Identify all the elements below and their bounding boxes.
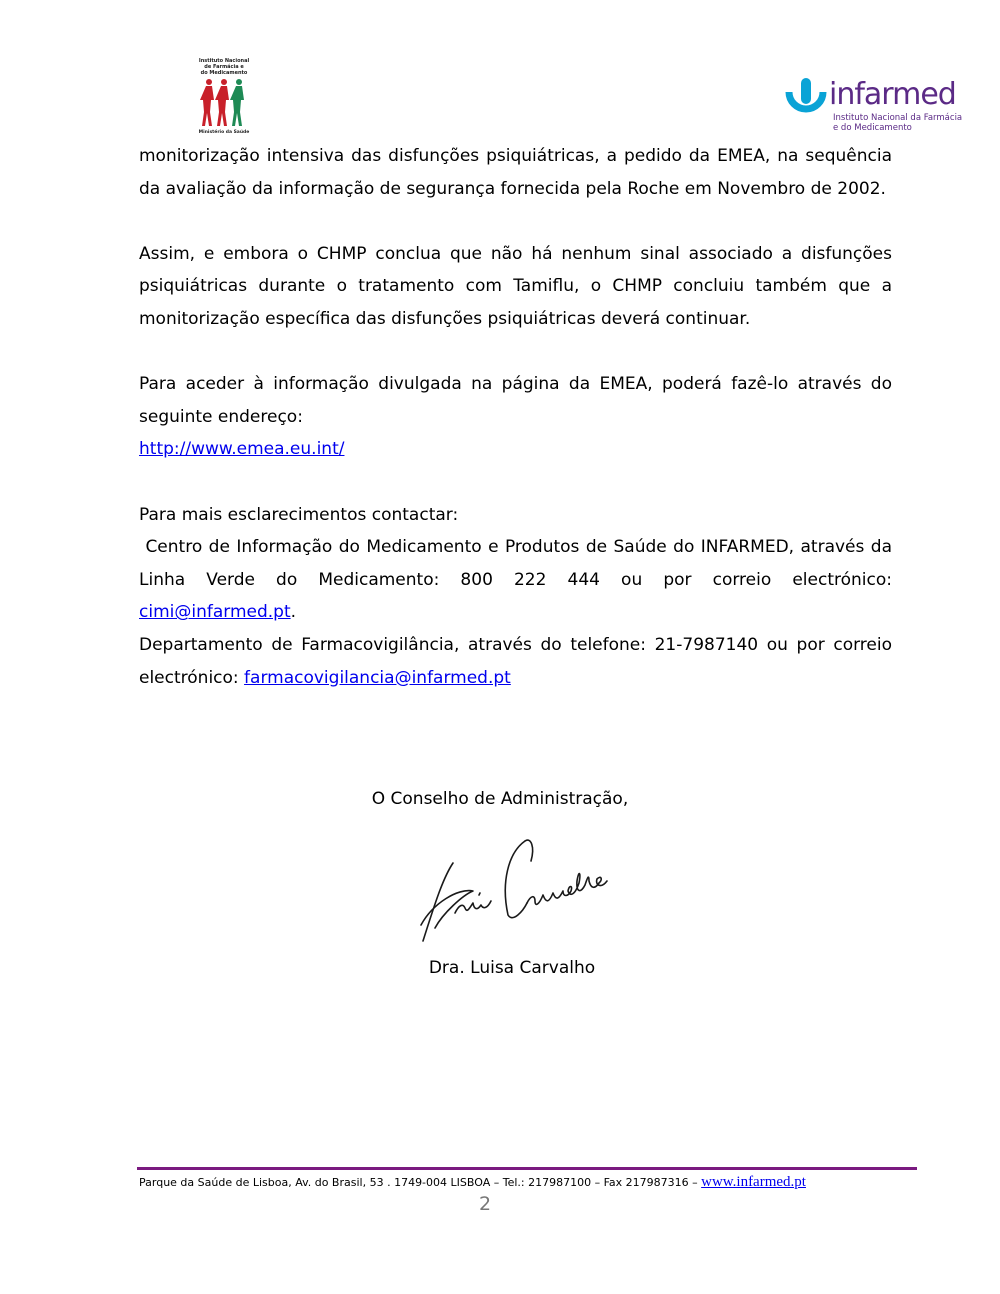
- farma-email-link[interactable]: farmacovigilancia@infarmed.pt: [244, 667, 511, 688]
- contact-intro: Para mais esclarecimentos contactar:: [139, 504, 459, 525]
- infarmed-subtitle: [833, 113, 962, 133]
- footer-divider: [137, 1167, 917, 1170]
- infarmed-logo: [785, 77, 963, 136]
- farma-contact-text: Departamento de Farmacovigilância, através do telefone: 21-7987140 ou por correio electrónico:: [139, 634, 892, 688]
- paragraph-chmp: Assim, e embora o CHMP conclua que não há nenhum sinal associado a disfunções psiquiátricas durante o tratamento com Tamiflu, o CHMP concluiu também que a monitorização específica das disfunções psiquiátricas deverá continuar.: [139, 243, 892, 329]
- cim-contact-text: Centro de Informação do Medicamento e Produtos de Saúde do INFARMED, através da Linha Verde do Medicamento: 800 222 444 ou por correio electrónico:: [139, 537, 898, 590]
- footer-address: [139, 1174, 806, 1191]
- farmacovigilancia-contact: [139, 629, 892, 694]
- emea-link[interactable]: http://www.emea.eu.int/: [139, 439, 345, 460]
- cim-email-link[interactable]: cimi@infarmed.pt: [139, 602, 291, 623]
- infarmed-subtitle-line1: Instituto Nacional da Farmácia: [833, 113, 963, 123]
- paragraph-emea-access: Para aceder à informação divulgada na página da EMEA, poderá fazê-lo através do seguinte endereço:: [139, 374, 892, 427]
- council-line: O Conselho de Administração,: [371, 789, 629, 809]
- infarmed-mark-icon: [785, 78, 827, 122]
- institute-caption: Instituto Nacional de Farmácia e do Medicamento: [198, 58, 250, 76]
- footer-website-link[interactable]: www.infarmed.pt: [701, 1174, 806, 1190]
- infarmed-subtitle-line2: e do Medicamento: [833, 123, 912, 133]
- footer-address-text: Parque da Saúde de Lisboa, Av. do Brasil, 53 . 1749-004 LISBOA – Tel.: 217987100 – Fax 217987316 –: [139, 1176, 702, 1189]
- letter-body: [139, 140, 898, 694]
- ministry-logo: [196, 58, 252, 142]
- cim-contact-end: .: [290, 602, 297, 623]
- cim-contact: [139, 531, 898, 629]
- figures-emblem-icon: [200, 77, 248, 129]
- ministry-caption: Ministério da Saúde: [198, 130, 250, 135]
- emea-link-line: [139, 433, 892, 466]
- page-number: 2: [478, 1193, 492, 1215]
- handwritten-signature: [413, 833, 613, 952]
- paragraph-monitoring: monitorização intensiva das disfunções psiquiátricas, a pedido da EMEA, na sequência da avaliação da informação de segurança fornecida pela Roche em Novembro de 2002.: [139, 146, 892, 199]
- signatory-name: Dra. Luisa Carvalho: [428, 958, 596, 978]
- infarmed-wordmark: infarmed: [829, 77, 956, 112]
